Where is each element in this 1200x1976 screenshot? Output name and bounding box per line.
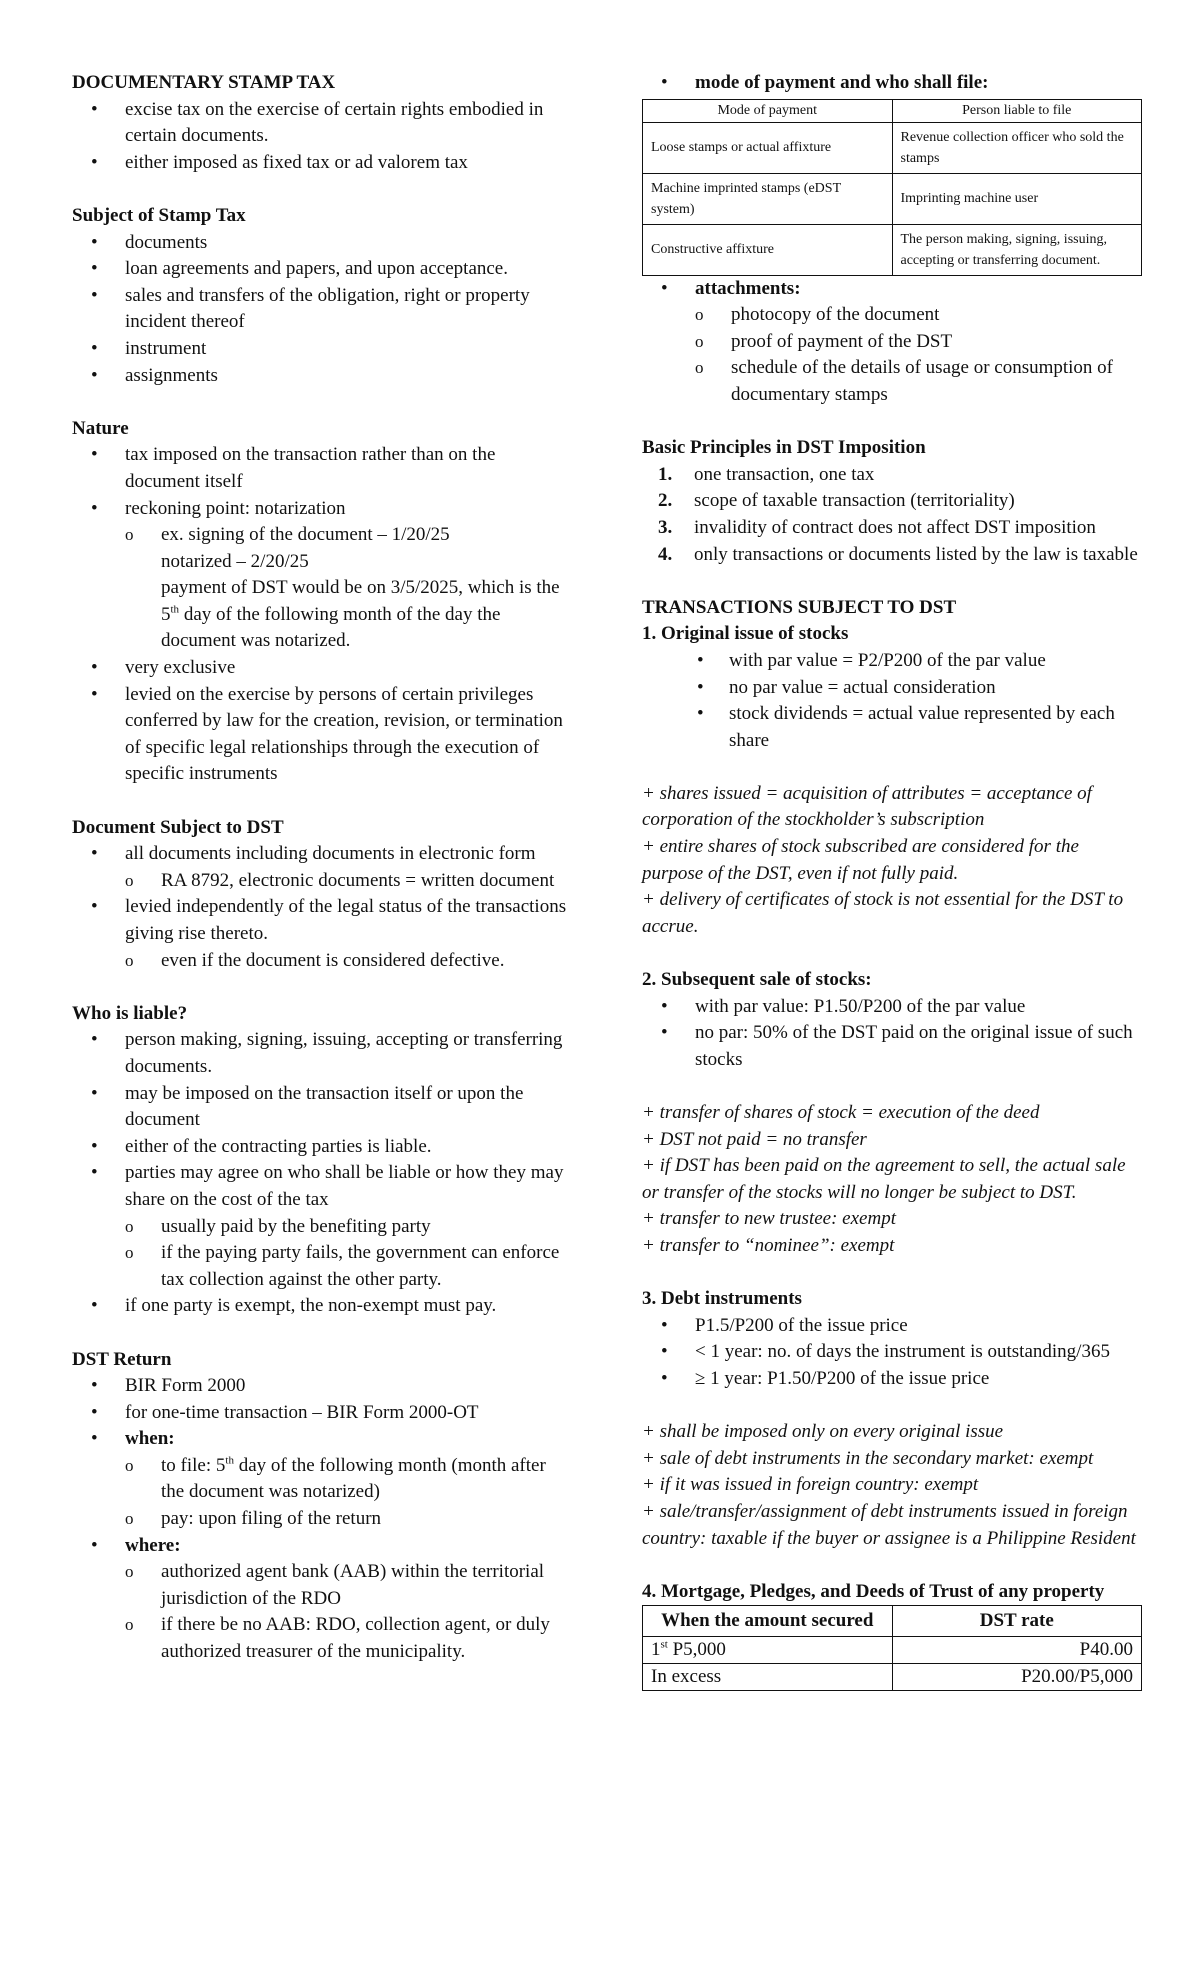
list-item: • with par value: P1.50/P200 of the par value [661,995,1026,1017]
list-item: • < 1 year: no. of days the instrument is outstanding/365 [661,1341,1110,1363]
note: + transfer to “nominee”: exempt [642,1234,895,1256]
list-item: • person making, signing, issuing, accepting or transferring documents. [91,1029,563,1077]
table-header: Mode of payment [643,99,893,122]
table-row [643,122,1142,173]
table-cell: P40.00 [892,1637,1142,1664]
list-item: • levied independently of the legal status of the transactions giving rise thereto. [91,896,567,944]
subsequent-sale-list [642,994,1142,1074]
sub-list-item: o if the paying party fails, the government can enforce tax collection against the other party. [125,1242,560,1290]
note: + shall be imposed only on every original issue [642,1421,1004,1443]
list-item: • assignments [91,364,218,386]
list-item: • loan agreements and papers, and upon acceptance. [91,258,508,280]
section-title-nature: Nature [72,417,129,439]
table-row [643,1664,1142,1691]
table-row [643,173,1142,224]
section-title-return: DST Return [72,1348,172,1370]
table-cell: Imprinting machine user [892,173,1142,224]
note: + transfer to new trustee: exempt [642,1208,896,1230]
list-item: • attachments: [661,277,801,299]
sub-list-item: o ex. signing of the document – 1/20/25 [125,524,450,546]
table-row [643,224,1142,275]
note: + delivery of certificates of stock is not essential for the DST to accrue. [642,889,1124,937]
mortgage-rate-table [642,1605,1142,1691]
list-item: • if one party is exempt, the non-exempt must pay. [91,1295,497,1317]
right-column [642,70,1142,1691]
mode-label-list [642,70,1142,97]
note: + if it was issued in foreign country: exempt [642,1474,979,1496]
section-title-transactions: TRANSACTIONS SUBJECT TO DST [642,596,957,618]
subsection-title-subsequent-sale: 2. Subsequent sale of stocks: [642,969,872,991]
return-list [72,1373,567,1666]
principles-list [642,462,1142,568]
list-item: • for one-time transaction – BIR Form 2000-OT [91,1401,479,1423]
table-header: Person liable to file [892,99,1142,122]
list-item: • all documents including documents in electronic form [91,843,536,865]
table-cell: Machine imprinted stamps (eDST system) [643,173,893,224]
mode-of-payment-table [642,99,1142,276]
attachments-list [642,276,1142,409]
sub-list-item: o photocopy of the document [695,304,940,326]
table-header: DST rate [892,1606,1142,1637]
table-cell: The person making, signing, issuing, accepting or transferring document. [892,224,1142,275]
list-item: 3. invalidity of contract does not affect DST imposition [658,516,1096,538]
note: + transfer of shares of stock = execution of the deed [642,1102,1040,1123]
nature-list [72,442,567,548]
list-item: 4. only transactions or documents listed by the law is taxable [658,543,1138,565]
list-item: • sales and transfers of the obligation, right or property incident thereof [91,284,530,333]
list-item: • excise tax on the exercise of certain rights embodied in certain documents. [91,98,544,147]
table-header-row [643,1606,1142,1637]
list-item: • very exclusive [91,657,236,679]
table-cell: Revenue collection officer who sold the stamps [892,122,1142,173]
list-item: • reckoning point: notarization [91,497,346,519]
sub-list-item: o pay: upon filing of the return [125,1508,382,1530]
list-item: 2. scope of taxable transaction (territoriality) [658,490,1015,512]
table-row [643,1637,1142,1664]
note: + DST not paid = no transfer [642,1128,867,1150]
liable-list [72,1027,567,1320]
list-item: • BIR Form 2000 [91,1375,246,1397]
sub-list-item: o even if the document is considered defective. [125,949,505,971]
list-item: • no par value = actual consideration [697,676,996,698]
list-item: • parties may agree on who shall be liable or how they may share on the cost of the tax [91,1162,564,1210]
sub-list-item: o RA 8792, electronic documents = written document [125,869,555,891]
section-title-document-subject: Document Subject to DST [72,816,284,838]
list-item: • tax imposed on the transaction rather than on the document itself [91,444,496,492]
subsection-title-original-issue: 1. Original issue of stocks [642,623,849,645]
list-item: • stock dividends = actual value represented by each share [697,703,1115,751]
sub-list-item: o if there be no AAB: RDO, collection agent, or duly authorized treasurer of the municipality. [125,1614,550,1663]
table-cell: Constructive affixture [643,224,893,275]
example-payment: payment of DST would be on 3/5/2025, which is the 5th day of the following month of the day the document was notarized. [161,577,560,652]
note: + sale/transfer/assignment of debt instruments issued in foreign country: taxable if the buyer or assignee is a Philippine Resident [642,1500,1136,1549]
debt-instruments-list [642,1313,1142,1393]
list-item: 1. one transaction, one tax [658,463,875,485]
sub-list-item: o usually paid by the benefiting party [125,1215,431,1237]
table-cell: P20.00/P5,000 [892,1664,1142,1691]
subsection-title-debt-instruments: 3. Debt instruments [642,1288,802,1310]
list-item: • when: [91,1428,175,1450]
dst-list [72,97,567,177]
section-title-principles: Basic Principles in DST Imposition [642,437,926,459]
list-item: • either imposed as fixed tax or ad valorem tax [91,151,468,173]
list-item: • P1.5/P200 of the issue price [661,1314,908,1336]
list-item: • no par: 50% of the DST paid on the original issue of such stocks [661,1022,1133,1070]
section-title-dst: DOCUMENTARY STAMP TAX [72,72,336,93]
sub-list-item: o authorized agent bank (AAB) within the territorial jurisdiction of the RDO [125,1561,545,1609]
section-title-liable: Who is liable? [72,1002,188,1024]
note: + shares issued = acquisition of attributes = acceptance of corporation of the stockholder’s subscription [642,782,1092,831]
example-notarized: notarized – 2/20/25 [161,550,309,572]
sub-list-item: o schedule of the details of usage or consumption of documentary stamps [695,357,1114,405]
list-item: • with par value = P2/P200 of the par value [697,649,1046,671]
section-title-subject: Subject of Stamp Tax [72,204,246,226]
list-item: • mode of payment and who shall file: [661,72,989,93]
note: + if DST has been paid on the agreement to sell, the actual sale or transfer of the stocks will no longer be subject to DST. [642,1155,1126,1203]
table-cell: Loose stamps or actual affixture [643,122,893,173]
note: + entire shares of stock subscribed are considered for the purpose of the DST, even if not fully paid. [642,836,1079,884]
table-cell: In excess [643,1664,893,1691]
table-header-row [643,99,1142,122]
sub-list-item: o to file: 5th day of the following month (month after the document was notarized) [125,1454,546,1503]
subject-list [72,230,567,390]
list-item: • documents [91,231,208,253]
note: + sale of debt instruments in the secondary market: exempt [642,1447,1094,1469]
document-subject-list [72,841,567,974]
list-item: • either of the contracting parties is liable. [91,1135,432,1157]
sub-list-item: o proof of payment of the DST [695,330,953,352]
nature-list-2 [72,655,567,788]
list-item: • may be imposed on the transaction itself or upon the document [91,1082,524,1131]
list-item: • where: [91,1534,181,1556]
subsection-title-mortgage: 4. Mortgage, Pledges, and Deeds of Trust of any property [642,1580,1105,1602]
table-cell: 1st P5,000 [643,1637,893,1664]
original-issue-list [642,648,1142,754]
left-column [72,70,567,1666]
table-header: When the amount secured [643,1606,893,1637]
list-item: • instrument [91,337,207,359]
list-item: • ≥ 1 year: P1.50/P200 of the issue price [661,1367,990,1389]
list-item: • levied on the exercise by persons of certain privileges conferred by law for the creation, revision, or termination of specific legal relationships through the execution of specific instruments [91,683,563,785]
